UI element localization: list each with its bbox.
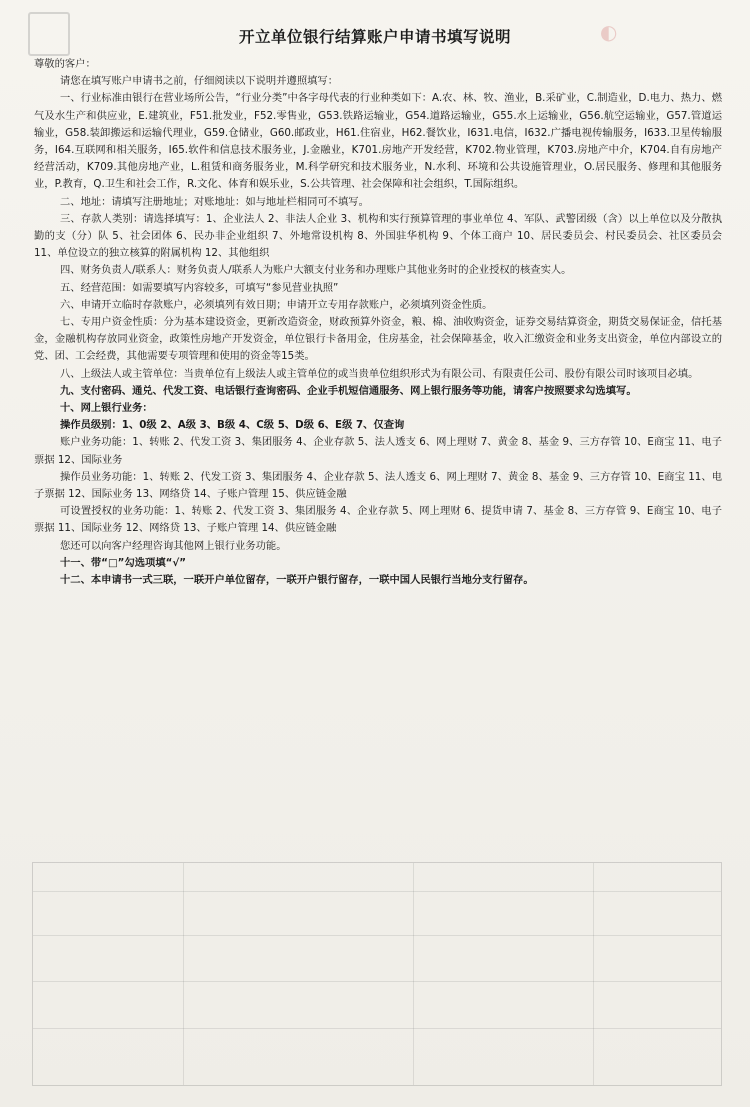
form-line <box>33 981 721 982</box>
section-4: 四、财务负责人/联系人：财务负责人/联系人为账户大额支付业务和办理账户其他业务时的企业授权的核查实人。 <box>60 264 572 277</box>
section-11: 十一、带“□”勾选项填“√” <box>60 556 187 569</box>
section-2: 二、地址：请填写注册地址；对账地址：如与地址栏相同可不填写。 <box>60 195 369 208</box>
operator-functions: 操作员业务功能：1、转账 2、代发工资 3、集团服务 4、企业存款 5、法人透支 6、网上理财 7、黄金 8、基金 9、三方存管 10、E商宝 11、电子票据 12、国际业务 13、网络贷 14、子账户管理 15、供应链金融 <box>34 470 722 501</box>
bank-logo-watermark: ◐ <box>600 20 618 44</box>
faint-form-bleedthrough <box>32 862 722 1086</box>
intro-text: 请您在填写账户申请书之前，仔细阅读以下说明并遵照填写： <box>60 75 339 88</box>
section-3: 三、存款人类别：请选择填写：1、企业法人 2、非法人企业 3、机构和实行预算管理的事业单位 4、军队、武警团级（含）以上单位以及分散执勤的支（分）队 5、社会团体 6、民办非企业组织 7、外地常设机构 8、外国驻华机构 9、个体工商户 10、居民委员会、村民委员会、社区委员会 11、单位设立的独立核算的附属机构 12、其他组织 <box>34 212 722 260</box>
section-5: 五、经营范围：如需要填写内容较多，可填写“参见营业执照” <box>60 281 339 294</box>
section-7: 七、专用户资金性质：分为基本建设资金，更新改造资金，财政预算外资金，粮、棉、油收购资金，证券交易结算资金，期货交易保证金，信托基金，金融机构存放同业资金，政策性房地产开发资金，单位银行卡备用金，住房基金，社会保障基金，收入汇缴资金和业务支出资金，单位内部设立的党、团、工会经费，其他需要专项管理和使用的资金等15类。 <box>34 316 722 363</box>
form-line <box>33 1028 721 1029</box>
section-1: 一、行业标准由银行在营业场所公告，“行业分类”中各字母代表的行业种类如下：A.农、林、牧、渔业，B.采矿业，C.制造业，D.电力、热力、燃气及水生产和供应业，E.建筑业，F51.批发业，F52.零售业，G53.铁路运输业，G54.道路运输业，G55.水上运输业，G56.航空运输业，G57.管道运输业，G58.装卸搬运和运输代理业，G59.仓储业，G60.邮政业，H61.住宿业，H62.餐饮业，I631.电信，I632.广播电视传输服务，I633.卫星传输服务，I64.互联网和相关服务，I65.软件和信息技术服务业，J.金融业，K701.房地产开发经营，K702.物业管理，K703.房地产中介，K704.自有房地产经营活动，K709.其他房地产业，L.租赁和商务服务业，M.科学研究和技术服务业，N.水利、环境和公共设施管理业，O.居民服务、修理和其他服务业，P.教育，Q.卫生和社会工作，R.文化、体育和娱乐业，S.公共管理、社会保障和社会组织，T.国际组织。 <box>34 92 722 191</box>
operator-levels: 操作员级别：1、0级 2、A级 3、B级 4、C级 5、D级 6、E级 7、仅查询 <box>60 419 405 432</box>
section-8: 八、上级法人或主管单位：当贵单位有上级法人或主管单位的或当贵单位组织形式为有限公司、有限责任公司、股份有限公司时该项目必填。 <box>60 367 699 380</box>
section-10: 十、网上银行业务： <box>60 402 153 415</box>
salutation: 尊敬的客户： <box>34 58 96 70</box>
section-9: 九、支付密码、通兑、代发工资、电话银行查询密码、企业手机短信通服务、网上银行服务等功能，请客户按照要求勾选填写。 <box>60 384 637 397</box>
instruction-body <box>34 56 722 589</box>
authorized-functions: 可设置授权的业务功能：1、转账 2、代发工资 3、集团服务 4、企业存款 5、网上理财 6、提货申请 7、基金 8、三方存管 9、E商宝 10、电子票据 11、国际业务 12、网络贷 13、子账户管理 14、供应链金融 <box>34 505 722 535</box>
form-line <box>33 891 721 892</box>
section-6: 六、申请开立临时存款账户，必须填列有效日期；申请开立专用存款账户，必须填列资金性质。 <box>60 298 493 311</box>
document-title: 开立单位银行结算账户申请书填写说明 <box>238 28 511 46</box>
account-functions: 账户业务功能：1、转账 2、代发工资 3、集团服务 4、企业存款 5、法人透支 6、网上理财 7、黄金 8、基金 9、三方存管 10、E商宝 11、电子票据 12、国际业务 <box>34 436 722 466</box>
form-vline <box>413 863 414 1085</box>
section-12: 十二、本申请书一式三联，一联开户单位留存，一联开户银行留存，一联中国人民银行当地分支行留存。 <box>60 574 534 587</box>
form-vline <box>183 863 184 1085</box>
form-vline <box>593 863 594 1085</box>
form-line <box>33 935 721 936</box>
consult-text: 您还可以向客户经理咨询其他网上银行业务功能。 <box>60 539 287 552</box>
